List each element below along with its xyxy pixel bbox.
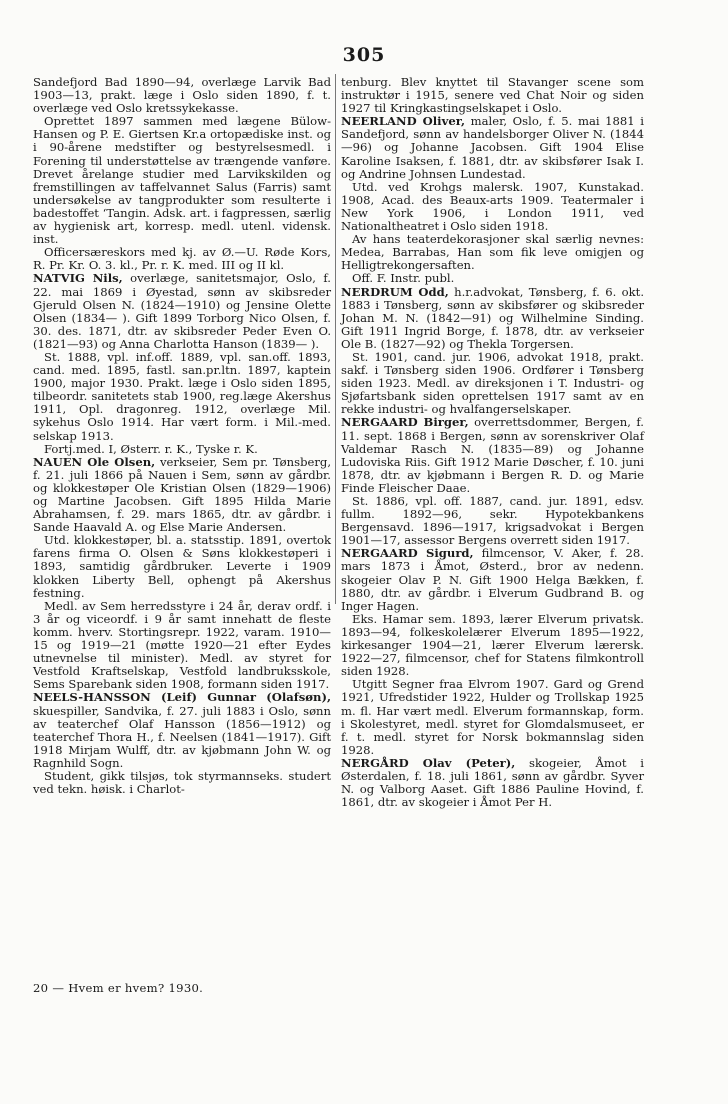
entry-paragraph: Eks. Hamar sem. 1893, lærer Elverum privatsk. 1893—94, folkeskolelærer Elverum 1895—1922, kirkesanger 1904—21, lærer Elverum lærersk. 1922—27, filmcensor, chef for Statens filmkontroll siden 1928. <box>341 611 644 679</box>
left-column <box>33 76 331 796</box>
biography-entry <box>341 757 644 809</box>
biography-entry <box>341 547 644 612</box>
entry-paragraph: Fortj.med. I, Østerr. r. K., Tyske r. K. <box>44 441 258 456</box>
entry-text: overrettsdommer, Bergen, f. 11. sept. 1868 i Bergen, sønn av sorenskriver Olaf Valdemar Rasch N. (1835—89) og Johanne Ludoviska Riis. Gift 1912 Marie Døscher, f. 10. juni 1878, dtr. av kjøbmann i Bergen R. D. og Marie Finde Fleischer Daae. <box>341 415 644 495</box>
biography-entry <box>33 272 331 351</box>
biography-entry <box>33 456 331 535</box>
entry-headword: NEERLAND Oliver, <box>341 114 465 129</box>
entry-headword: NERGAARD Sigurd, <box>341 546 474 561</box>
page-footer: 20 — Hvem er hvem? 1930. <box>33 981 204 995</box>
biography-entry <box>341 115 644 180</box>
entry-paragraph: Utgitt Segner fraa Elvrom 1907. Gard og Grend 1921, Ufredstider 1922, Hulder og Trollskap 1925 m. fl. Har vært medl. Elverum formannskap, form. i Skolestyret, medl. styret for Glomdalsmuseet, er f. t. medl. styret for Norsk bokmannslag siden 1928. <box>341 677 644 757</box>
entry-paragraph: Off. F. Instr. publ. <box>352 271 455 286</box>
entry-paragraph: Oprettet 1897 sammen med lægene Bülow-Hansen og P. E. Giertsen Kr.a ortopædiske inst. og i 90-årene medstifter og bestyrelsesmedl. i Forening til understøttelse av trængende vanføre. Drevet årelange studier med Larvikskilden og fremstillingen av taffelvannet Salus (Farris) samt undersøkelse av tangprodukter som resulterte i badestoffet ‘Tangin. Adsk. art. i fagpressen, særlig av hygienisk art, korresp. medl. utenl. vidensk. inst. <box>33 114 331 247</box>
entry-headword: NAUEN Ole Olsen, <box>33 454 156 469</box>
entry-paragraph: St. 1901, cand. jur. 1906, advokat 1918, prakt. sakf. i Tønsberg siden 1906. Ordfører i Tønsberg siden 1923. Medl. av direksjonen i T. Industri- og Sjøfartsbank siden oprettelsen 1917 samt av en rekke industri- og hvalfangerselskaper. <box>341 349 644 417</box>
entry-headword: NEELS-HANSSON (Leif) Gunnar (Olafsøn), <box>33 690 331 705</box>
entry-headword: NERDRUM Odd, <box>341 284 449 299</box>
entry-paragraph: Officersæreskors med kj. av Ø.—U. Røde Kors, R. Pr. Kr. O. 3. kl., Pr. r. K. med. III og II kl. <box>33 245 331 273</box>
entry-text: h.r.advokat, Tønsberg, f. 6. okt. 1883 i Tønsberg, sønn av skibsfører og skibsreder Johan M. N. (1842—91) og Wilhelmine Sinding. Gift 1911 Ingrid Borge, f. 1878, dtr. av verkseier Ole B. (1827—92) og Thekla Torgersen. <box>341 284 645 351</box>
entry-paragraph: Utd. ved Krohgs malersk. 1907, Kunstakad. 1908, Acad. des Beaux-arts 1909. Teatermaler i New York 1906, i London 1911, ved Nationaltheatret i Oslo siden 1918. <box>341 179 644 234</box>
entry-paragraph: St. 1888, vpl. inf.off. 1889, vpl. san.off. 1893, cand. med. 1895, fastl. san.pr.ltn. 1897, kaptein 1900, major 1930. Prakt. læge i Oslo siden 1895, tilbeordr. sanitetets stab 1900, reg.læge Akershus 1911, Opl. dragonreg. 1912, overlæge Mil. sykehus Oslo 1914. Har vært form. i Mil.-med. selskap 1913. <box>33 349 331 443</box>
entry-headword: NERGÅRD Olav (Peter), <box>341 755 516 770</box>
entry-headword: NATVIG Nils, <box>33 271 123 286</box>
page-number: 305 <box>342 44 386 66</box>
right-column <box>341 76 644 809</box>
entry-paragraph: Medl. av Sem herredsstyre i 24 år, derav ordf. i 3 år og viceordf. i 9 år samt innehatt de fleste komm. hverv. Stortingsrepr. 1922, varam. 1910—15 og 1919—21 (møtte 1920—21 efter Eydes utnevnelse til minister). Medl. av styret for Vestfold Kraftselskap, Vestfold landbruksskole, Sems Sparebank siden 1908, formann siden 1917. <box>33 598 331 692</box>
biography-entry <box>33 691 331 770</box>
entry-text: skogeier, Åmot i Østerdalen, f. 18. juli 1861, sønn av gårdbr. Syver N. og Valborg Aaset. Gift 1886 Pauline Hovind, f. 1861, dtr. av skogeier i Åmot Per H. <box>341 755 644 810</box>
entry-headword: NERGAARD Birger, <box>341 415 469 430</box>
entry-text: skuespiller, Sandvika, f. 27. juli 1883 i Oslo, sønn av teaterchef Olaf Hansson (1856—1912) og teaterchef Thora H., f. Neelsen (1841—1917). Gift 1918 Mirjam Wulff, dtr. av kjøbmann John W. og Ragnhild Sogn. <box>33 703 331 770</box>
entry-paragraph: Student, gikk tilsjøs, tok styrmannseks. studert ved tekn. høisk. i Charlot- <box>33 768 331 797</box>
entry-text: verkseier, Sem pr. Tønsberg, f. 21. juli 1866 på Nauen i Sem, sønn av gårdbr. og klokkestøper Ole Kristian Olsen (1829—1906) og Martine Jacobsen. Gift 1895 Hilda Marie Abrahamsen, f. 29. mars 1865, dtr. av gårdbr. i Sande Haavald A. og Else Marie Andersen. <box>33 454 331 535</box>
entry-text: filmcensor, V. Aker, f. 28. mars 1873 i Åmot, Østerd., bror av nedenn. skogeier Olav P. N. Gift 1900 Helga Bækken, f. 1880, dtr. av gårdbr. i Elverum Gudbrand B. og Inger Hagen. <box>341 546 644 613</box>
entry-paragraph: St. 1886, vpl. off. 1887, cand. jur. 1891, edsv. fullm. 1892—96, sekr. Hypotekbankens Bergensavd. 1896—1917, krigsadvokat i Bergen 1901—17, assessor Bergens overrett siden 1917. <box>341 494 644 548</box>
biography-entry <box>341 286 644 351</box>
entry-text: maler, Oslo, f. 5. mai 1881 i Sandefjord, sønn av handelsborger Oliver N. (1844—96) og Johanne Jacobsen. Gift 1904 Elise Karoline Isaksen, f. 1881, dtr. av skibsfører Isak I. og Andrine Johnsen Lundestad. <box>341 114 644 181</box>
continued-paragraph: tenburg. Blev knyttet til Stavanger scene som instruktør i 1915, senere ved Chat Noir og siden 1927 til Kringkastingselskapet i Oslo. <box>341 75 644 116</box>
entry-paragraph: Utd. klokkestøper, bl. a. statsstip. 1891, overtok farens firma O. Olsen & Søns klokkestøperi i 1893, samtidig gårdbruker. Leverte i 1909 klokken Liberty Bell, ophengt på Akershus festning. <box>33 533 331 600</box>
column-rule <box>335 74 336 604</box>
entry-text: overlæge, sanitetsmajor, Oslo, f. 22. mai 1869 i Øyestad, sønn av skibsreder Gjeruld Olsen N. (1824—1910) og Jensine Olette Olsen (1834— ). Gift 1899 Torborg Nico Olsen, f. 30. des. 1871, dtr. av skibsreder Peder Even O. (1821—93) og Anna Charlotta Hanson (1839— ). <box>33 271 331 351</box>
continued-paragraph: Sandefjord Bad 1890—94, overlæge Larvik Bad 1903—13, prakt. læge i Oslo siden 1890, f. t. overlæge ved Oslo kretssykekasse. <box>33 75 331 116</box>
entry-paragraph: Av hans teaterdekorasjoner skal særlig nevnes: Medea, Barrabas, Han som fik leve omigjen og Helligtrekongersaften. <box>341 232 644 273</box>
biography-entry <box>341 416 644 495</box>
